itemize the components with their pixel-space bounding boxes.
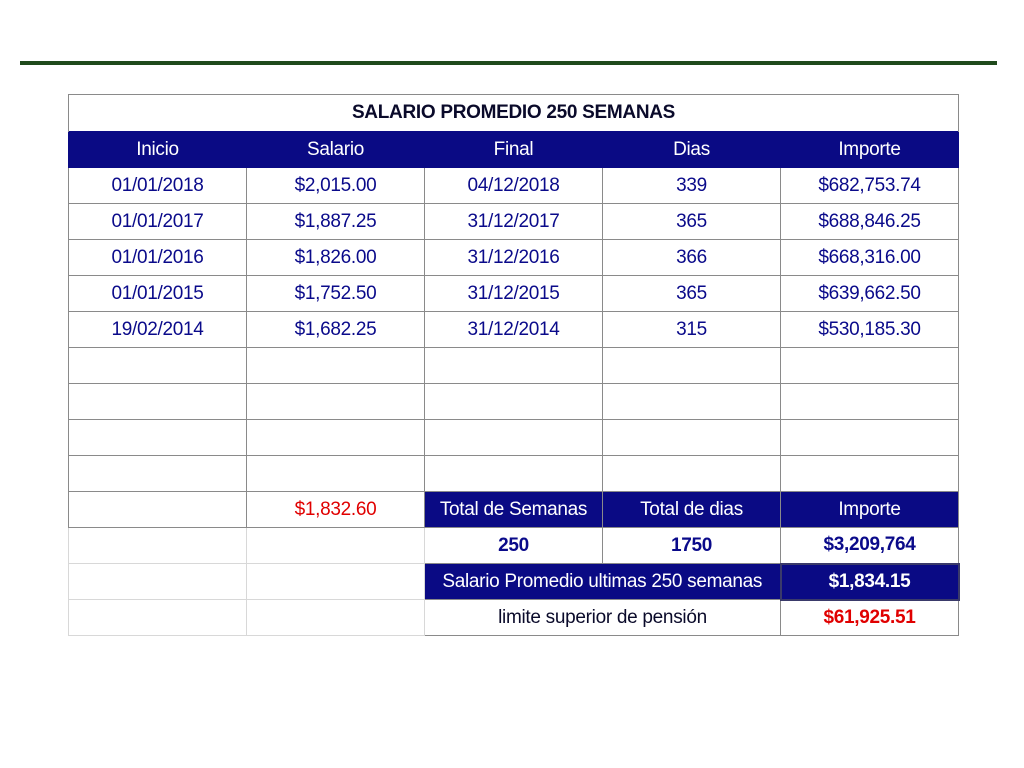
cell-inicio[interactable]: 01/01/2016 — [69, 240, 247, 276]
cell-importe[interactable]: $682,753.74 — [781, 168, 959, 204]
cell-importe[interactable]: $668,316.00 — [781, 240, 959, 276]
total-dias-value[interactable]: 1750 — [603, 528, 781, 564]
empty-cell[interactable] — [781, 456, 959, 492]
cell-final[interactable]: 31/12/2015 — [425, 276, 603, 312]
table-title-row — [69, 95, 959, 132]
empty-cell[interactable] — [69, 528, 247, 564]
cell-inicio[interactable]: 01/01/2015 — [69, 276, 247, 312]
summary-values-row — [69, 528, 959, 564]
header-dias: Dias — [603, 132, 781, 168]
empty-row — [69, 348, 959, 384]
cell-dias[interactable]: 365 — [603, 276, 781, 312]
total-semanas-value[interactable]: 250 — [425, 528, 603, 564]
empty-row — [69, 456, 959, 492]
header-importe: Importe — [781, 132, 959, 168]
cell-dias[interactable]: 339 — [603, 168, 781, 204]
cell-dias[interactable]: 365 — [603, 204, 781, 240]
empty-cell[interactable] — [247, 348, 425, 384]
header-final: Final — [425, 132, 603, 168]
salario-promedio-label: Salario Promedio ultimas 250 semanas — [425, 564, 781, 600]
empty-cell[interactable] — [69, 492, 247, 528]
limite-row — [69, 600, 959, 636]
table-row — [69, 240, 959, 276]
table-row — [69, 204, 959, 240]
empty-cell[interactable] — [69, 456, 247, 492]
column-header-row — [69, 132, 959, 168]
empty-cell[interactable] — [425, 420, 603, 456]
empty-cell[interactable] — [781, 384, 959, 420]
summary-header-row — [69, 492, 959, 528]
empty-cell[interactable] — [603, 348, 781, 384]
cell-inicio[interactable]: 19/02/2014 — [69, 312, 247, 348]
cell-inicio[interactable]: 01/01/2017 — [69, 204, 247, 240]
cell-final[interactable]: 31/12/2016 — [425, 240, 603, 276]
limite-superior-label: limite superior de pensión — [425, 600, 781, 636]
cell-salario[interactable]: $2,015.00 — [247, 168, 425, 204]
table-title: SALARIO PROMEDIO 250 SEMANAS — [69, 95, 959, 132]
empty-cell[interactable] — [425, 348, 603, 384]
empty-cell[interactable] — [247, 528, 425, 564]
cell-salario[interactable]: $1,826.00 — [247, 240, 425, 276]
empty-cell[interactable] — [603, 420, 781, 456]
empty-cell[interactable] — [247, 564, 425, 600]
empty-cell[interactable] — [781, 420, 959, 456]
empty-row — [69, 420, 959, 456]
empty-cell[interactable] — [247, 456, 425, 492]
empty-cell[interactable] — [69, 420, 247, 456]
total-dias-label: Total de dias — [603, 492, 781, 528]
empty-cell[interactable] — [425, 456, 603, 492]
importe-label: Importe — [781, 492, 959, 528]
limite-superior-value[interactable]: $61,925.51 — [781, 600, 959, 636]
cell-inicio[interactable]: 01/01/2018 — [69, 168, 247, 204]
cell-final[interactable]: 31/12/2017 — [425, 204, 603, 240]
total-importe-value[interactable]: $3,209,764 — [781, 528, 959, 564]
cell-final[interactable]: 31/12/2014 — [425, 312, 603, 348]
cell-salario[interactable]: $1,887.25 — [247, 204, 425, 240]
cell-salario[interactable]: $1,752.50 — [247, 276, 425, 312]
cell-dias[interactable]: 366 — [603, 240, 781, 276]
empty-cell[interactable] — [69, 564, 247, 600]
salario-promedio-value[interactable]: $1,834.15 — [781, 564, 959, 600]
average-salary-cell[interactable]: $1,832.60 — [247, 492, 425, 528]
empty-cell[interactable] — [247, 600, 425, 636]
cell-dias[interactable]: 315 — [603, 312, 781, 348]
top-divider-line — [20, 61, 997, 65]
table-row — [69, 312, 959, 348]
empty-cell[interactable] — [247, 420, 425, 456]
table-row — [69, 276, 959, 312]
empty-row — [69, 384, 959, 420]
cell-final[interactable]: 04/12/2018 — [425, 168, 603, 204]
cell-importe[interactable]: $530,185.30 — [781, 312, 959, 348]
table-row — [69, 168, 959, 204]
cell-importe[interactable]: $688,846.25 — [781, 204, 959, 240]
empty-cell[interactable] — [603, 384, 781, 420]
promedio-row — [69, 564, 959, 600]
total-semanas-label: Total de Semanas — [425, 492, 603, 528]
salary-average-table — [68, 94, 960, 636]
empty-cell[interactable] — [69, 348, 247, 384]
header-salario: Salario — [247, 132, 425, 168]
empty-cell[interactable] — [247, 384, 425, 420]
empty-cell[interactable] — [425, 384, 603, 420]
empty-cell[interactable] — [781, 348, 959, 384]
empty-cell[interactable] — [69, 600, 247, 636]
empty-cell[interactable] — [603, 456, 781, 492]
cell-salario[interactable]: $1,682.25 — [247, 312, 425, 348]
cell-importe[interactable]: $639,662.50 — [781, 276, 959, 312]
empty-cell[interactable] — [69, 384, 247, 420]
header-inicio: Inicio — [69, 132, 247, 168]
